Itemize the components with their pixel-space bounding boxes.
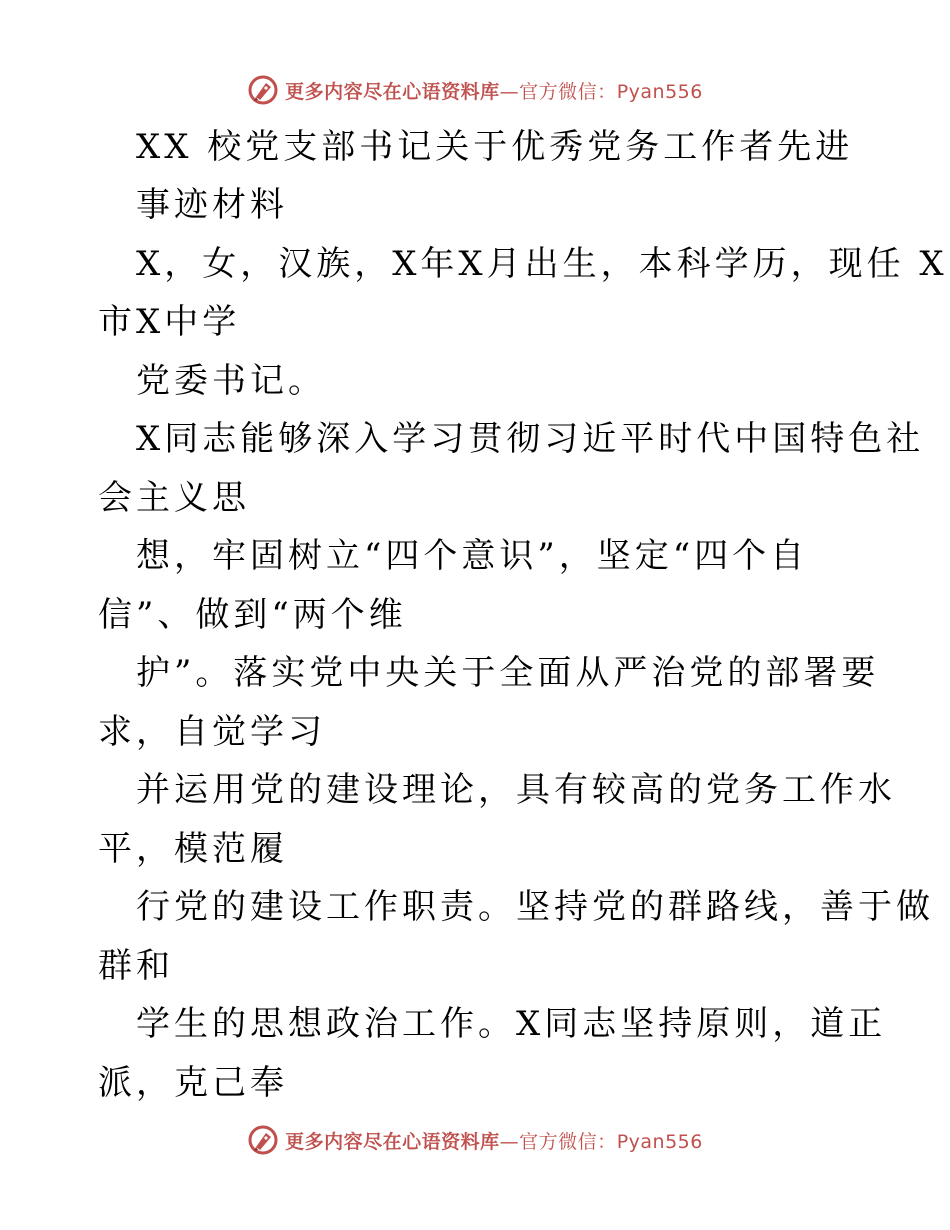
banner-dash: — bbox=[499, 1130, 520, 1153]
paragraph-line: 想，牢固树立“四个意识”，坚定“四个自 bbox=[136, 536, 809, 576]
footer-watermark-banner bbox=[0, 1120, 950, 1160]
document-title-line-2: 事迹材料 bbox=[136, 185, 288, 225]
paragraph-line: 行党的建设工作职责。坚持党的群路线，善于做 bbox=[136, 887, 934, 927]
wechat-id: Pyan556 bbox=[616, 1130, 703, 1153]
paragraph-line: 群和 bbox=[98, 946, 174, 986]
document-title-line-1: XX 校党支部书记关于优秀党务工作者先进 bbox=[136, 127, 854, 167]
pen-nib-icon bbox=[247, 1124, 279, 1156]
library-name: 更多内容尽在心语资料库 bbox=[285, 1130, 500, 1153]
paragraph-line: 护”。落实党中央关于全面从严治党的部署要 bbox=[136, 653, 880, 693]
paragraph-line: 市X中学 bbox=[98, 302, 241, 342]
paragraph-line: 平，模范履 bbox=[98, 829, 288, 869]
paragraph-line: 会主义思 bbox=[98, 478, 250, 518]
paragraph-line: 学生的思想政治工作。X同志坚持原则，道正 bbox=[136, 1004, 887, 1044]
wechat-label: 官方微信： bbox=[519, 80, 617, 103]
wechat-id: Pyan556 bbox=[616, 80, 703, 103]
paragraph-line: X同志能够深入学习贯彻习近平时代中国特色社 bbox=[136, 419, 925, 459]
paragraph-line: X，女，汉族，X年X月出生，本科学历，现任 X bbox=[136, 244, 948, 284]
paragraph-line: 并运用党的建设理论，具有较高的党务工作水 bbox=[136, 770, 896, 810]
paragraph-line: 党委书记。 bbox=[136, 361, 326, 401]
wechat-label: 官方微信： bbox=[519, 1130, 617, 1153]
library-name: 更多内容尽在心语资料库 bbox=[285, 80, 500, 103]
paragraph-line: 派，克己奉 bbox=[98, 1063, 288, 1103]
paragraph-line: 求，自觉学习 bbox=[98, 712, 326, 752]
paragraph-line: 信”、做到“两个维 bbox=[98, 595, 407, 635]
footer-watermark-text bbox=[285, 1127, 703, 1154]
banner-dash: — bbox=[499, 80, 520, 103]
